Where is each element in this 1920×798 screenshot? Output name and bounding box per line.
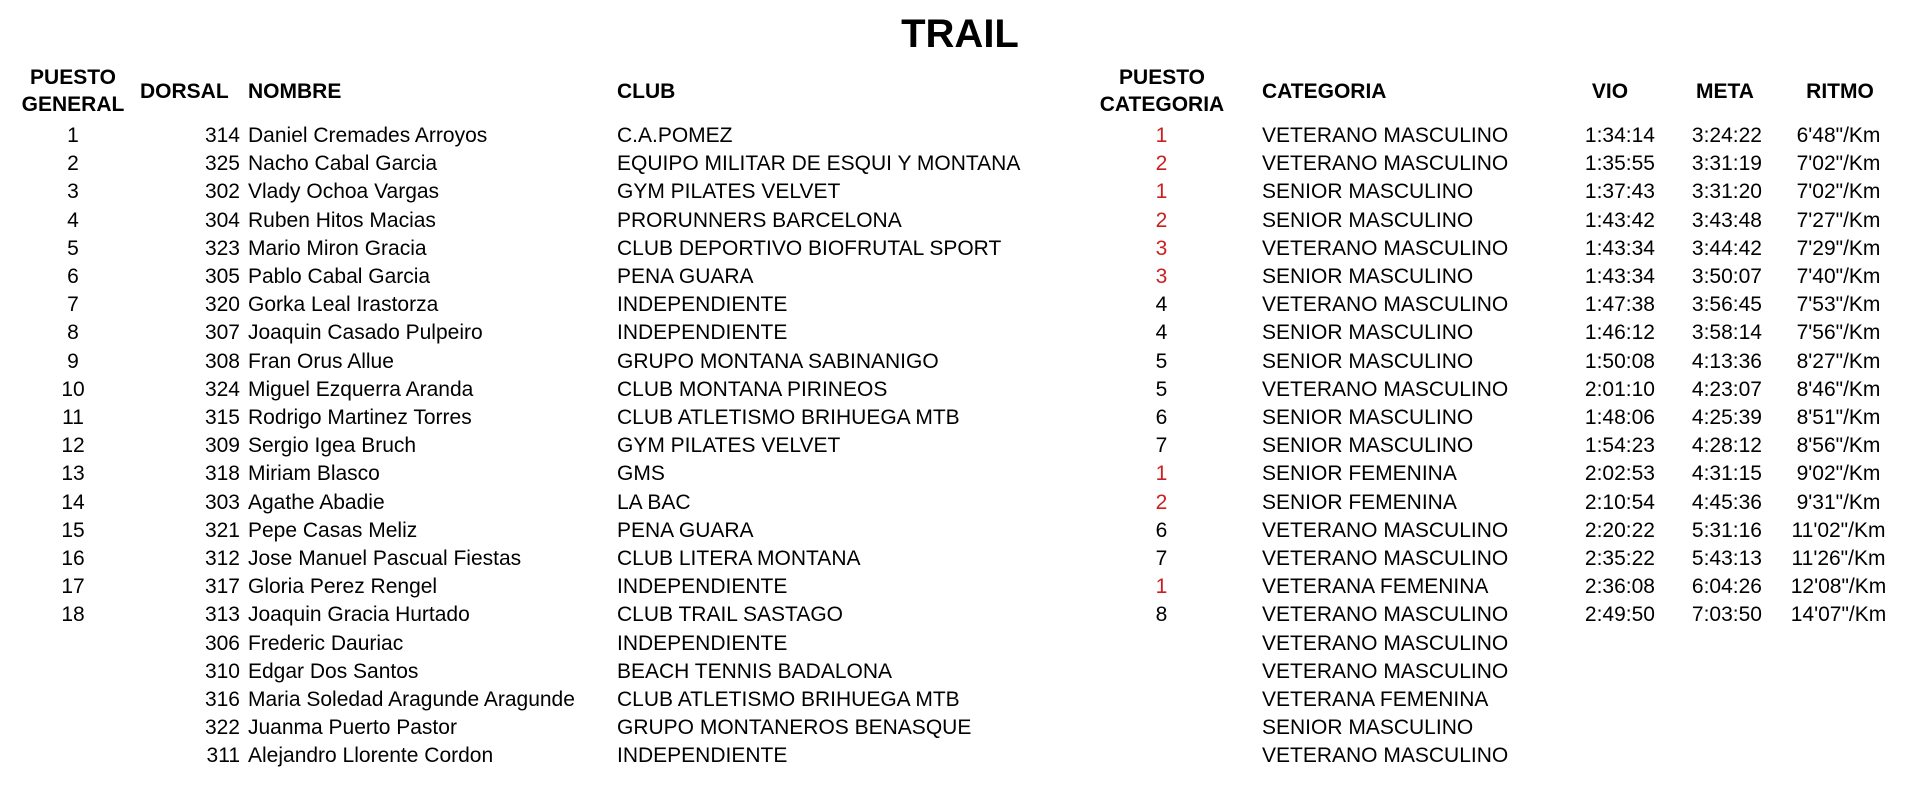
table-row: [0, 432, 1920, 460]
cell-club: PRORUNNERS BARCELONA: [617, 208, 902, 232]
cell-ritmo: 7'40"/Km: [1796, 265, 1881, 288]
cell-puesto-categoria: 6: [1155, 518, 1168, 542]
header-club: CLUB: [617, 80, 676, 103]
cell-ritmo: 8'27"/Km: [1796, 349, 1881, 373]
cell-club: PENA GUARA: [617, 518, 754, 542]
cell-puesto-general: 6: [67, 265, 79, 288]
cell-vio: 2:36:08: [1584, 575, 1655, 599]
header-puesto-general: [20, 64, 126, 118]
cell-ritmo: 7'02"/Km: [1796, 152, 1881, 176]
table-row: [0, 150, 1920, 178]
cell-nombre: Gorka Leal Irastorza: [248, 293, 439, 317]
cell-meta: 3:24:22: [1691, 124, 1762, 147]
cell-meta: 3:43:48: [1691, 208, 1762, 232]
table-row: [0, 376, 1920, 404]
cell-dorsal: 317: [204, 575, 240, 599]
cell-categoria: SENIOR MASCULINO: [1262, 434, 1474, 458]
cell-club: GMS: [617, 462, 665, 486]
cell-puesto-categoria: 8: [1155, 603, 1168, 627]
cell-ritmo: 11'02"/Km: [1791, 518, 1886, 542]
cell-categoria: VETERANO MASCULINO: [1262, 603, 1509, 627]
cell-ritmo: 7'27"/Km: [1796, 208, 1881, 232]
cell-nombre: Mario Miron Gracia: [248, 236, 427, 260]
cell-categoria: VETERANO MASCULINO: [1262, 293, 1509, 317]
cell-nombre: Maria Soledad Aragunde Aragunde: [248, 688, 575, 711]
header-ritmo: RITMO: [1806, 80, 1874, 103]
table-row: [0, 601, 1920, 629]
cell-dorsal: 311: [206, 744, 240, 768]
cell-dorsal: 318: [204, 462, 240, 486]
cell-club: C.A.POMEZ: [617, 124, 733, 147]
cell-nombre: Miriam Blasco: [248, 462, 380, 486]
cell-ritmo: 7'56"/Km: [1796, 321, 1881, 345]
cell-puesto-categoria: 4: [1155, 293, 1168, 317]
cell-puesto-categoria: 5: [1155, 377, 1168, 401]
cell-puesto-general: 9: [67, 349, 79, 373]
cell-nombre: Daniel Cremades Arroyos: [248, 124, 488, 147]
header-nombre: NOMBRE: [248, 80, 342, 103]
cell-puesto-categoria: 2: [1155, 152, 1168, 176]
cell-categoria: VETERANA FEMENINA: [1262, 575, 1489, 599]
cell-dorsal: 322: [204, 716, 240, 740]
cell-club: BEACH TENNIS BADALONA: [617, 659, 893, 683]
cell-meta: 3:58:14: [1691, 321, 1762, 345]
cell-club: INDEPENDIENTE: [617, 631, 788, 655]
cell-nombre: Edgar Dos Santos: [248, 659, 419, 683]
cell-nombre: Frederic Dauriac: [248, 631, 404, 655]
cell-club: EQUIPO MILITAR DE ESQUI Y MONTANA: [617, 152, 1021, 176]
table-row: [0, 460, 1920, 488]
cell-nombre: Ruben Hitos Macias: [248, 208, 436, 232]
cell-vio: 1:43:42: [1584, 208, 1655, 232]
cell-puesto-general: 12: [61, 434, 85, 458]
table-row: [0, 714, 1920, 742]
header-puesto-categoria-line-2: CATEGORIA: [1099, 93, 1225, 116]
cell-nombre: Jose Manuel Pascual Fiestas: [248, 547, 522, 570]
cell-dorsal: 306: [204, 631, 240, 655]
cell-vio: 1:43:34: [1584, 236, 1655, 260]
cell-vio: 2:35:22: [1584, 547, 1655, 570]
cell-club: INDEPENDIENTE: [617, 293, 788, 317]
cell-dorsal: 307: [204, 321, 240, 345]
cell-club: GRUPO MONTANA SABINANIGO: [617, 349, 939, 373]
cell-vio: 1:54:23: [1584, 434, 1655, 458]
cell-ritmo: 8'46"/Km: [1796, 377, 1881, 401]
cell-categoria: VETERANO MASCULINO: [1262, 744, 1509, 768]
cell-nombre: Rodrigo Martinez Torres: [248, 406, 472, 429]
cell-meta: 4:28:12: [1691, 434, 1762, 458]
cell-meta: 3:56:45: [1691, 293, 1762, 317]
cell-puesto-general: 15: [61, 518, 85, 542]
table-row: [0, 545, 1920, 573]
cell-ritmo: 7'29"/Km: [1796, 236, 1881, 260]
cell-categoria: VETERANA FEMENINA: [1262, 688, 1489, 711]
cell-categoria: SENIOR MASCULINO: [1262, 208, 1474, 232]
cell-nombre: Sergio Igea Bruch: [248, 434, 417, 458]
cell-dorsal: 324: [204, 377, 240, 401]
cell-dorsal: 312: [204, 547, 240, 570]
cell-categoria: SENIOR MASCULINO: [1262, 180, 1474, 204]
cell-dorsal: 303: [204, 490, 240, 514]
cell-vio: 2:49:50: [1584, 603, 1655, 627]
cell-ritmo: 14'07"/Km: [1790, 603, 1887, 627]
cell-vio: 1:43:34: [1584, 265, 1655, 288]
cell-puesto-general: 11: [62, 406, 84, 429]
cell-meta: 4:45:36: [1691, 490, 1762, 514]
cell-nombre: Pablo Cabal Garcia: [248, 265, 431, 288]
cell-nombre: Gloria Perez Rengel: [248, 575, 438, 599]
cell-dorsal: 313: [204, 603, 240, 627]
cell-meta: 4:23:07: [1691, 377, 1762, 401]
cell-club: INDEPENDIENTE: [617, 575, 788, 599]
cell-meta: 5:43:13: [1691, 547, 1762, 570]
cell-dorsal: 302: [204, 180, 240, 204]
cell-puesto-categoria: 7: [1155, 547, 1168, 570]
cell-nombre: Juanma Puerto Pastor: [248, 716, 457, 740]
cell-ritmo: 7'53"/Km: [1796, 293, 1881, 317]
header-categoria: CATEGORIA: [1262, 80, 1387, 103]
table-row: [0, 489, 1920, 517]
cell-puesto-categoria: 5: [1155, 349, 1168, 373]
cell-puesto-general: 3: [67, 180, 79, 204]
table-row: [0, 291, 1920, 319]
cell-dorsal: 309: [204, 434, 240, 458]
cell-meta: 6:04:26: [1691, 575, 1762, 599]
cell-puesto-general: 8: [67, 321, 79, 345]
header-puesto-general-line-1: PUESTO: [30, 66, 116, 89]
cell-vio: 2:02:53: [1584, 462, 1655, 486]
cell-categoria: VETERANO MASCULINO: [1262, 659, 1509, 683]
cell-puesto-general: 18: [61, 603, 85, 627]
cell-club: LA BAC: [617, 490, 691, 514]
cell-puesto-categoria: 6: [1155, 406, 1168, 429]
cell-ritmo: 9'31"/Km: [1796, 490, 1881, 514]
cell-categoria: SENIOR MASCULINO: [1262, 716, 1474, 740]
cell-meta: 3:50:07: [1691, 265, 1762, 288]
table-row: [0, 178, 1920, 206]
cell-meta: 3:31:20: [1691, 180, 1762, 204]
table-row: [0, 658, 1920, 686]
cell-puesto-general: 10: [61, 377, 85, 401]
cell-puesto-categoria: 4: [1155, 321, 1168, 345]
cell-puesto-general: 2: [67, 152, 79, 176]
cell-meta: 5:31:16: [1691, 518, 1762, 542]
cell-ritmo: 7'02"/Km: [1796, 180, 1881, 204]
cell-nombre: Joaquin Casado Pulpeiro: [248, 321, 483, 345]
cell-puesto-general: 17: [61, 575, 85, 599]
cell-nombre: Vlady Ochoa Vargas: [248, 180, 440, 204]
cell-categoria: SENIOR MASCULINO: [1262, 349, 1474, 373]
cell-vio: 2:20:22: [1584, 518, 1655, 542]
cell-vio: 1:37:43: [1584, 180, 1655, 204]
cell-dorsal: 308: [204, 349, 240, 373]
table-row: [0, 404, 1920, 432]
cell-ritmo: 8'51"/Km: [1796, 406, 1881, 429]
cell-nombre: Joaquin Gracia Hurtado: [248, 603, 470, 627]
cell-vio: 1:35:55: [1584, 152, 1655, 176]
header-meta: META: [1696, 80, 1754, 103]
cell-nombre: Fran Orus Allue: [248, 349, 394, 373]
cell-vio: 1:34:14: [1584, 124, 1655, 147]
header-puesto-general-line-2: GENERAL: [21, 93, 125, 116]
cell-nombre: Nacho Cabal Garcia: [248, 152, 438, 176]
cell-club: GRUPO MONTANEROS BENASQUE: [617, 716, 972, 740]
table-row: [0, 630, 1920, 658]
cell-club: PENA GUARA: [617, 265, 754, 288]
cell-puesto-categoria: 7: [1155, 434, 1168, 458]
cell-nombre: Miguel Ezquerra Aranda: [248, 377, 474, 401]
table-row: [0, 122, 1920, 150]
cell-club: GYM PILATES VELVET: [617, 434, 841, 458]
table-row: [0, 742, 1920, 770]
cell-puesto-general: 7: [67, 293, 79, 317]
cell-meta: 3:31:19: [1691, 152, 1762, 176]
cell-categoria: SENIOR FEMENINA: [1262, 490, 1457, 514]
cell-meta: 4:25:39: [1691, 406, 1762, 429]
table-row: [0, 348, 1920, 376]
cell-meta: 7:03:50: [1691, 603, 1762, 627]
cell-nombre: Alejandro Llorente Cordon: [248, 744, 494, 768]
page-title: TRAIL: [901, 12, 1019, 56]
cell-vio: 2:01:10: [1584, 377, 1655, 401]
cell-ritmo: 8'56"/Km: [1796, 434, 1881, 458]
cell-club: CLUB ATLETISMO BRIHUEGA MTB: [617, 688, 960, 711]
header-dorsal: DORSAL: [140, 80, 229, 103]
cell-dorsal: 310: [204, 659, 240, 683]
cell-dorsal: 315: [204, 406, 240, 429]
cell-ritmo: 12'08"/Km: [1790, 575, 1887, 599]
cell-categoria: SENIOR MASCULINO: [1262, 321, 1474, 345]
cell-meta: 4:13:36: [1691, 349, 1762, 373]
cell-vio: 1:50:08: [1584, 349, 1655, 373]
cell-puesto-general: 14: [61, 490, 85, 514]
table-row: [0, 686, 1920, 714]
cell-club: INDEPENDIENTE: [617, 744, 788, 768]
cell-puesto-general: 1: [67, 124, 79, 147]
cell-dorsal: 321: [204, 518, 240, 542]
table-row: [0, 319, 1920, 347]
cell-nombre: Pepe Casas Meliz: [248, 518, 418, 542]
cell-club: CLUB DEPORTIVO BIOFRUTAL SPORT: [617, 236, 1002, 260]
cell-club: GYM PILATES VELVET: [617, 180, 841, 204]
cell-puesto-categoria: 1: [1155, 180, 1168, 204]
cell-categoria: SENIOR MASCULINO: [1262, 265, 1474, 288]
cell-puesto-general: 16: [61, 547, 85, 570]
cell-categoria: SENIOR MASCULINO: [1262, 406, 1474, 429]
cell-puesto-general: 5: [67, 236, 79, 260]
cell-categoria: VETERANO MASCULINO: [1262, 518, 1509, 542]
cell-nombre: Agathe Abadie: [248, 490, 385, 514]
table-row: [0, 517, 1920, 545]
cell-dorsal: 304: [204, 208, 240, 232]
cell-club: CLUB MONTANA PIRINEOS: [617, 377, 888, 401]
header-puesto-categoria: [1096, 64, 1228, 118]
table-row: [0, 207, 1920, 235]
cell-puesto-categoria: 2: [1155, 490, 1168, 514]
cell-dorsal: 305: [204, 265, 240, 288]
cell-puesto-categoria: 3: [1155, 236, 1168, 260]
cell-categoria: SENIOR FEMENINA: [1262, 462, 1457, 486]
cell-puesto-categoria: 3: [1155, 265, 1168, 288]
table-row: [0, 235, 1920, 263]
cell-puesto-categoria: 1: [1155, 124, 1168, 147]
cell-categoria: VETERANO MASCULINO: [1262, 124, 1509, 147]
header-puesto-categoria-line-1: PUESTO: [1119, 66, 1205, 89]
cell-ritmo: 6'48"/Km: [1796, 124, 1881, 147]
cell-dorsal: 316: [204, 688, 240, 711]
table-row: [0, 573, 1920, 601]
cell-categoria: VETERANO MASCULINO: [1262, 631, 1509, 655]
cell-vio: 2:10:54: [1584, 490, 1655, 514]
table-row: [0, 263, 1920, 291]
cell-club: CLUB ATLETISMO BRIHUEGA MTB: [617, 406, 960, 429]
cell-dorsal: 323: [204, 236, 240, 260]
cell-club: CLUB LITERA MONTANA: [617, 547, 861, 570]
cell-meta: 3:44:42: [1691, 236, 1762, 260]
cell-club: INDEPENDIENTE: [617, 321, 788, 345]
cell-vio: 1:47:38: [1584, 293, 1655, 317]
cell-categoria: VETERANO MASCULINO: [1262, 547, 1509, 570]
cell-dorsal: 314: [204, 124, 240, 147]
cell-dorsal: 325: [204, 152, 240, 176]
cell-vio: 1:48:06: [1584, 406, 1655, 429]
cell-puesto-categoria: 1: [1155, 575, 1168, 599]
cell-ritmo: 9'02"/Km: [1796, 462, 1881, 486]
cell-categoria: VETERANO MASCULINO: [1262, 236, 1509, 260]
cell-puesto-general: 13: [61, 462, 85, 486]
header-vio: VIO: [1591, 80, 1629, 103]
cell-puesto-categoria: 1: [1155, 462, 1168, 486]
cell-club: CLUB TRAIL SASTAGO: [617, 603, 844, 627]
cell-meta: 4:31:15: [1691, 462, 1762, 486]
cell-dorsal: 320: [204, 293, 240, 317]
cell-puesto-general: 4: [67, 208, 79, 232]
cell-vio: 1:46:12: [1584, 321, 1655, 345]
cell-categoria: VETERANO MASCULINO: [1262, 152, 1509, 176]
cell-puesto-categoria: 2: [1155, 208, 1168, 232]
cell-ritmo: 11'26"/Km: [1791, 547, 1886, 570]
cell-categoria: VETERANO MASCULINO: [1262, 377, 1509, 401]
